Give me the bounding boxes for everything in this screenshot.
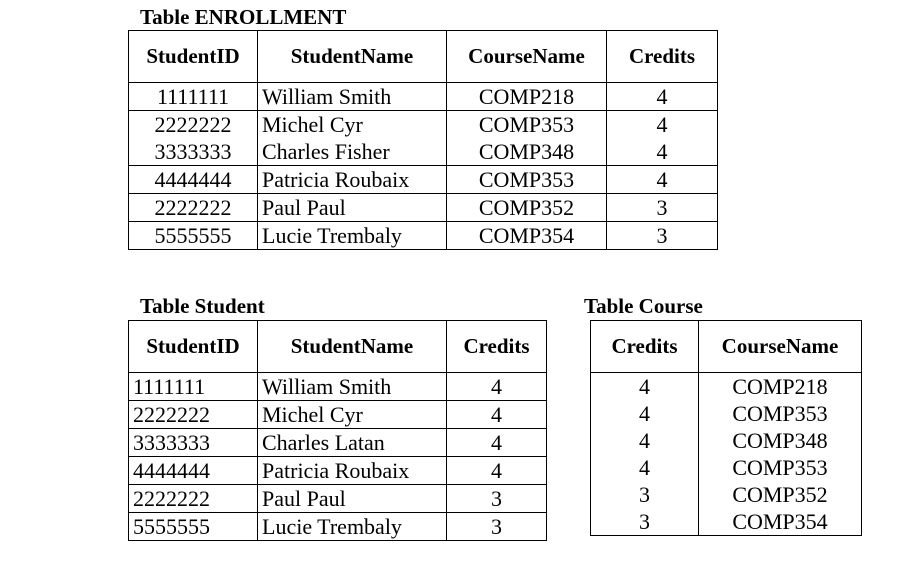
studentid-cell: 1111111: [129, 83, 258, 111]
enrollment-header-studentname: StudentName: [258, 31, 447, 83]
credits-cell: 3: [591, 508, 699, 536]
credits-cell: 3: [607, 222, 718, 250]
coursename-cell: COMP218: [699, 373, 862, 401]
credits-cell: 4: [607, 111, 718, 139]
credits-cell: 4: [591, 400, 699, 427]
table-row: [591, 373, 862, 401]
enrollment-header-studentid: StudentID: [129, 31, 258, 83]
table-row: [129, 166, 718, 194]
coursename-cell: COMP354: [447, 222, 607, 250]
enrollment-header-coursename: CourseName: [447, 31, 607, 83]
table-row: [591, 400, 862, 427]
studentid-cell: 4444444: [129, 457, 258, 485]
studentid-cell: 4444444: [129, 166, 258, 194]
studentname-cell: Paul Paul: [258, 485, 447, 513]
studentid-cell: 3333333: [129, 429, 258, 457]
credits-cell: 4: [447, 401, 547, 429]
credits-cell: 4: [447, 373, 547, 401]
table-row: [129, 429, 547, 457]
studentid-cell: 2222222: [129, 194, 258, 222]
credits-cell: 4: [607, 166, 718, 194]
studentname-cell: Michel Cyr: [258, 111, 447, 139]
table-row: [129, 457, 547, 485]
enrollment-header-credits: Credits: [607, 31, 718, 83]
studentid-cell: 2222222: [129, 111, 258, 139]
table-row: [129, 83, 718, 111]
table-row: [129, 111, 718, 139]
studentid-cell: 2222222: [129, 485, 258, 513]
credits-cell: 3: [591, 481, 699, 508]
studentname-cell: Patricia Roubaix: [258, 166, 447, 194]
table-row: [591, 454, 862, 481]
studentname-cell: William Smith: [258, 83, 447, 111]
coursename-cell: COMP348: [447, 138, 607, 166]
studentname-cell: Charles Fisher: [258, 138, 447, 166]
credits-cell: 4: [591, 373, 699, 401]
studentid-cell: 2222222: [129, 401, 258, 429]
studentname-cell: Lucie Trembaly: [258, 513, 447, 541]
course-header-coursename: CourseName: [699, 321, 862, 373]
table-row: [591, 427, 862, 454]
table-row: [129, 222, 718, 250]
table-row: [129, 138, 718, 166]
coursename-cell: COMP353: [447, 166, 607, 194]
coursename-cell: COMP353: [699, 400, 862, 427]
table-row: [129, 373, 547, 401]
studentid-cell: 1111111: [129, 373, 258, 401]
studentname-cell: Lucie Trembaly: [258, 222, 447, 250]
enrollment-table: [128, 30, 718, 250]
student-header-studentid: StudentID: [129, 321, 258, 373]
table-row: [129, 401, 547, 429]
studentid-cell: 5555555: [129, 513, 258, 541]
coursename-cell: COMP348: [699, 427, 862, 454]
table-row: [129, 513, 547, 541]
course-table-caption: Table Course: [584, 294, 703, 318]
table-row: [129, 485, 547, 513]
coursename-cell: COMP352: [447, 194, 607, 222]
studentid-cell: 5555555: [129, 222, 258, 250]
student-table-caption: Table Student: [140, 294, 265, 318]
studentname-cell: Charles Latan: [258, 429, 447, 457]
studentname-cell: Patricia Roubaix: [258, 457, 447, 485]
credits-cell: 4: [447, 429, 547, 457]
studentname-cell: Paul Paul: [258, 194, 447, 222]
coursename-cell: COMP353: [447, 111, 607, 139]
student-table: [128, 320, 547, 541]
course-table: [590, 320, 862, 536]
table-row: [591, 508, 862, 536]
credits-cell: 3: [447, 485, 547, 513]
coursename-cell: COMP218: [447, 83, 607, 111]
credits-cell: 3: [447, 513, 547, 541]
student-header-credits: Credits: [447, 321, 547, 373]
credits-cell: 4: [591, 427, 699, 454]
coursename-cell: COMP353: [699, 454, 862, 481]
credits-cell: 4: [607, 138, 718, 166]
student-header-studentname: StudentName: [258, 321, 447, 373]
coursename-cell: COMP354: [699, 508, 862, 536]
studentname-cell: Michel Cyr: [258, 401, 447, 429]
credits-cell: 3: [607, 194, 718, 222]
table-row: [591, 481, 862, 508]
enrollment-table-caption: Table ENROLLMENT: [140, 5, 347, 29]
credits-cell: 4: [591, 454, 699, 481]
studentid-cell: 3333333: [129, 138, 258, 166]
studentname-cell: William Smith: [258, 373, 447, 401]
table-row: [129, 194, 718, 222]
credits-cell: 4: [447, 457, 547, 485]
coursename-cell: COMP352: [699, 481, 862, 508]
course-header-credits: Credits: [591, 321, 699, 373]
credits-cell: 4: [607, 83, 718, 111]
